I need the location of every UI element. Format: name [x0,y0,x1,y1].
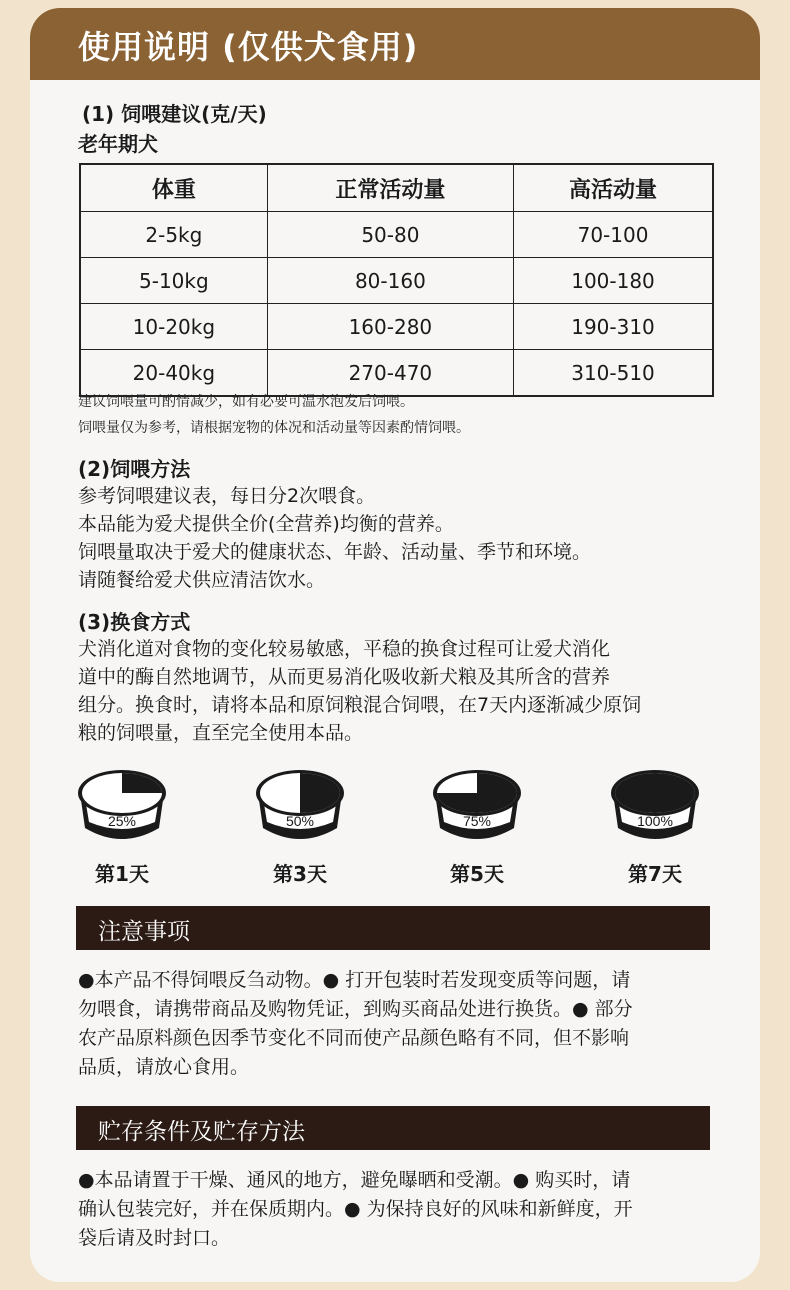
method-line: 本品能为爱犬提供全价(全营养)均衡的营养。 [78,513,454,535]
day-label-1: 第1天 [95,862,149,886]
storage-bar [76,1106,710,1150]
table-cell: 2-5kg [80,212,267,258]
method-line: 参考饲喂建议表，每日分2次喂食。 [78,485,376,507]
table-cell: 50-80 [267,212,513,258]
day-label-5: 第5天 [450,862,504,886]
column-header-weight: 体重 [80,164,267,212]
switch-line: 粮的饲喂量，直至完全使用本品。 [78,722,364,744]
header-banner [30,8,760,80]
storage-line: ●本品请置于干燥、通风的地方，避免曝晒和受潮。● 购买时，请 [78,1169,631,1191]
column-header-normal: 正常活动量 [267,164,513,212]
table-row [80,304,713,350]
caution-line: 品质，请放心食用。 [78,1056,250,1078]
method-title: (2)饲喂方法 [78,457,191,481]
caution-line: ●本产品不得饲喂反刍动物。● 打开包装时若发现变质等问题，请 [78,969,631,991]
bowl-icon-100 [610,770,700,845]
bowl-icon-50 [255,770,345,845]
feeding-note-2: 饲喂量仅为参考，请根据宠物的体况和活动量等因素酌情饲喂。 [78,420,470,436]
storage-title: 贮存条件及贮存方法 [98,1119,305,1145]
table-cell: 70-100 [514,212,713,258]
switch-line: 组分。换食时，请将本品和原饲粮混合饲喂，在7天内逐渐减少原饲 [78,694,642,716]
storage-line: 确认包装完好，并在保质期内。● 为保持良好的风味和新鲜度，开 [78,1198,633,1220]
table-cell: 10-20kg [80,304,267,350]
bowl-fill [615,773,695,813]
caution-text [78,966,718,1082]
bowl-percent-label: 75% [462,813,492,829]
table-row [80,212,713,258]
method-text [78,482,728,594]
table-cell: 190-310 [514,304,713,350]
switch-line: 道中的酶自然地调节，从而更易消化吸收新犬粮及其所含的营养 [78,666,611,688]
method-line: 请随餐给爱犬供应清洁饮水。 [78,569,326,591]
switch-title: (3)换食方式 [78,610,191,634]
day-label-7: 第7天 [628,862,682,886]
table-cell: 160-280 [267,304,513,350]
table-header-row [80,164,713,212]
table-cell: 5-10kg [80,258,267,304]
feeding-subtitle: 老年期犬 [78,132,158,156]
table-cell: 100-180 [514,258,713,304]
feeding-table [79,163,714,397]
table-cell: 310-510 [514,350,713,397]
bowl-icon-75 [432,770,522,845]
feeding-section-title: (1) 饲喂建议(克/天) [82,102,267,126]
bowl-percent-label: 25% [107,813,137,829]
page-title: 使用说明 (仅供犬食用) [78,28,419,66]
feeding-note-1: 建议饲喂量可酌情减少，如有必要可温水泡发后饲喂。 [78,394,414,410]
bowl-icon-25 [77,770,167,845]
column-header-high: 高活动量 [514,164,713,212]
caution-title: 注意事项 [98,919,190,945]
table-row [80,258,713,304]
caution-line: 勿喂食，请携带商品及购物凭证，到购买商品处进行换货。● 部分 [78,998,633,1020]
bowl-fill [122,773,162,793]
storage-line: 袋后请及时封口。 [78,1227,231,1249]
day-label-3: 第3天 [273,862,327,886]
caution-line: 农产品原料颜色因季节变化不同而使产品颜色略有不同，但不影响 [78,1027,630,1049]
table-cell: 20-40kg [80,350,267,397]
storage-text [78,1166,718,1253]
method-line: 饲喂量取决于爱犬的健康状态、年龄、活动量、季节和环境。 [78,541,592,563]
instruction-card [30,8,760,1282]
table-row [80,350,713,397]
switch-text [78,635,728,747]
bowl-percent-label: 50% [285,813,315,829]
caution-bar [76,906,710,950]
switch-line: 犬消化道对食物的变化较易敏感，平稳的换食过程可让爱犬消化 [78,638,611,660]
bowl-percent-label: 100% [637,813,673,829]
table-cell: 270-470 [267,350,513,397]
table-cell: 80-160 [267,258,513,304]
